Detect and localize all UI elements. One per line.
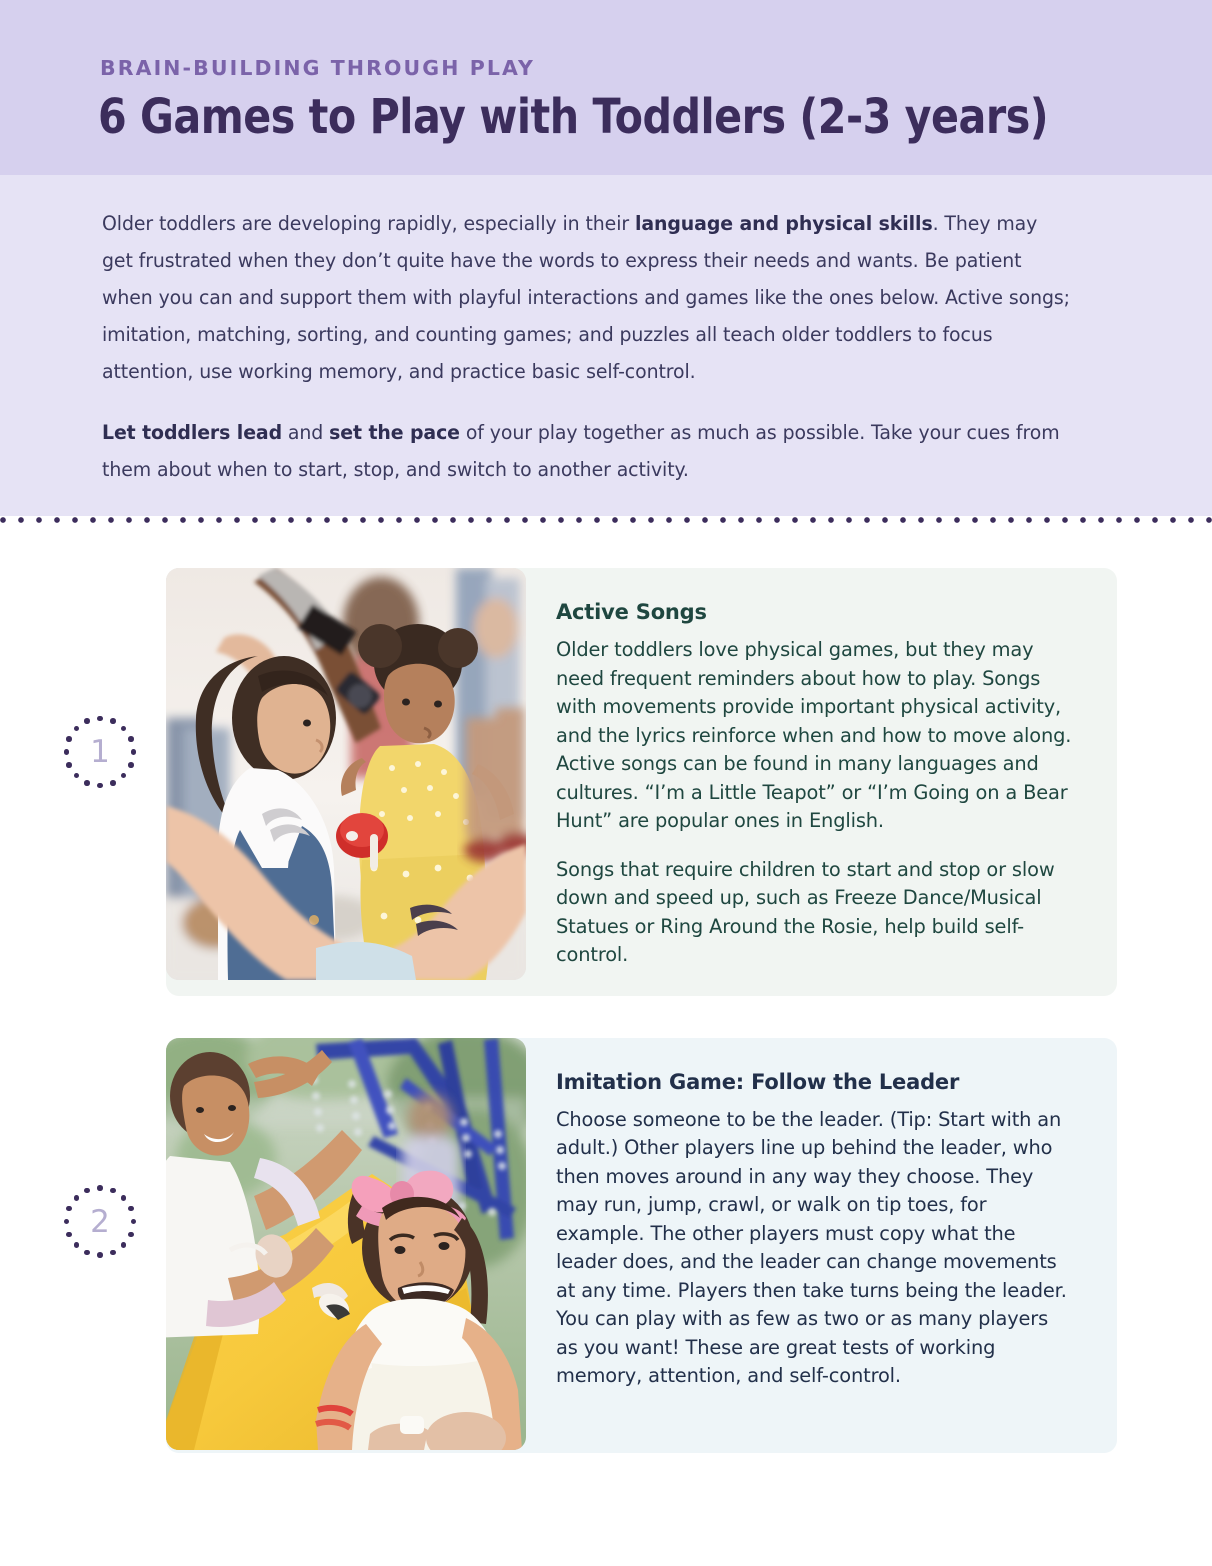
badge-ring-dot — [74, 1242, 80, 1248]
badge-ring-dot — [97, 1252, 103, 1258]
badge-ring-dot — [64, 749, 70, 755]
game-card-2-title: Imitation Game: Follow the Leader — [556, 1069, 960, 1094]
game-cards-list — [0, 526, 1212, 1453]
badge-ring-dot — [84, 780, 90, 786]
intro-section — [0, 175, 1212, 516]
intro-p2-bold-a: Let toddlers lead — [102, 421, 283, 444]
intro-paragraph-1 — [102, 205, 1073, 390]
badge-ring-dot — [121, 1195, 127, 1201]
badge-ring-dot — [128, 762, 134, 768]
badge-ring-dot — [128, 736, 134, 742]
game-card-1-title: Active Songs — [556, 600, 707, 624]
badge-ring-dot — [66, 762, 72, 768]
page-title: 6 Games to Play with Toddlers (2-3 years) — [98, 89, 1049, 145]
game-card-1-paragraph-2: Songs that require children to start and stop or slow down and speed up, such as Freeze Dance/Musical Statues or Ring Around the Rosie, help build self-control. — [556, 857, 1055, 966]
step-number-badge-2 — [62, 1184, 138, 1260]
game-photo-2 — [166, 1038, 526, 1450]
badge-ring-dot — [131, 749, 137, 755]
game-card-2-text — [526, 1038, 1117, 1453]
intro-p2-bold-b: set the pace — [329, 421, 460, 444]
badge-ring-dot — [97, 783, 103, 789]
intro-p1-text-a: Older toddlers are developing rapidly, especially in their — [102, 212, 635, 235]
badge-ring-dot — [128, 1232, 134, 1238]
intro-p2-text-a: and — [282, 421, 330, 444]
badge-ring-dot — [84, 1250, 90, 1256]
badge-ring-dot — [97, 716, 103, 722]
badge-ring-dot — [66, 1232, 72, 1238]
badge-ring-dot — [110, 780, 116, 786]
step-number-badge-1 — [62, 714, 138, 790]
game-card-1 — [166, 568, 1117, 996]
dotted-divider — [0, 516, 1212, 526]
badge-ring-dot — [74, 1195, 80, 1201]
badge-ring-dot — [128, 1206, 134, 1212]
list-item — [0, 568, 1212, 996]
game-card-1-text — [526, 568, 1117, 996]
game-card-2-paragraph-1: Choose someone to be the leader. (Tip: Start with an adult.) Other players line up behind the leader, who then moves around in any way they choose. They may run, jump, crawl, or walk on tip toes, for example. The other players must copy what the leader does, and the leader can change movements at any time. Players then take turns being the leader. You can play with as few as two or as many players as you want! These are great tests of working memory, attention, and self-control. — [556, 1107, 1067, 1387]
badge-ring-dot — [110, 718, 116, 724]
badge-ring-dot — [97, 1185, 103, 1191]
intro-p2-text-b: of your play together as much as possible. Take your cues from them about when to start, stop, and switch to another activity. — [102, 421, 1060, 481]
badge-ring-dot — [74, 726, 80, 732]
header-eyebrow: BRAIN-BUILDING THROUGH PLAY — [100, 56, 535, 80]
badge-ring-dot — [110, 1250, 116, 1256]
intro-p1-text-b: . They may get frustrated when they don’t quite have the words to express their needs and wants. Be patient when you can and support them with playful interactions and games like the ones below. Active songs; imitation, matching, sorting, and counting games; and puzzles all teach older toddlers to focus attention, use working memory, and practice basic self-control. — [102, 212, 1070, 383]
badge-ring-dot — [110, 1188, 116, 1194]
intro-paragraph-2 — [102, 414, 1073, 488]
badge-ring-dot — [66, 736, 72, 742]
game-card-2 — [166, 1038, 1117, 1453]
badge-ring-dot — [84, 718, 90, 724]
game-card-1-paragraph-1: Older toddlers love physical games, but they may need frequent reminders about how to play. Songs with movements provide important physical activity, and the lyrics reinforce when and how to move along. Active songs can be found in many languages and cultures. “I’m a Little Teapot” or “I’m Going on a Bear Hunt” are popular ones in English. — [556, 638, 1072, 832]
step-number-2: 2 — [90, 1203, 110, 1240]
intro-p1-bold-a: language and physical skills — [634, 212, 933, 235]
game-photo-1 — [166, 568, 526, 980]
step-number-1: 1 — [90, 734, 110, 770]
list-item — [0, 1038, 1212, 1453]
page-header — [0, 0, 1212, 175]
